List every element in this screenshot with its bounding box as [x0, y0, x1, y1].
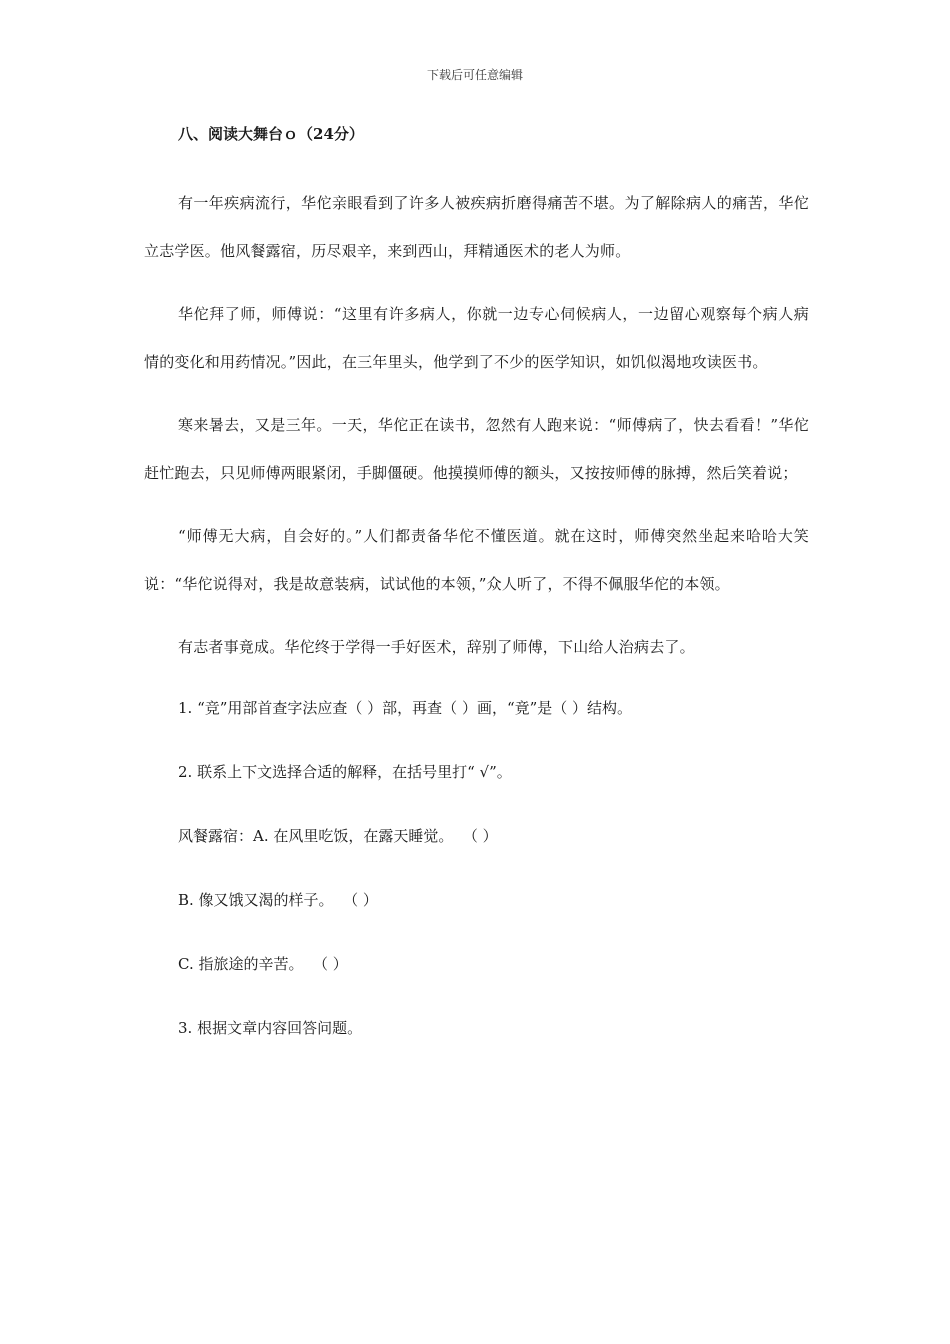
header-note: 下载后可任意编辑 — [426, 68, 523, 82]
question-2-option-b: B. 像又饿又渴的样子。 （ ） — [178, 890, 378, 909]
question-2-option-c: C. 指旅途的辛苦。 （ ） — [178, 954, 348, 973]
paragraph-1: 有一年疾病流行，华佗亲眼看到了许多人被疾病折磨得痛苦不堪。为了解除病人的痛苦，华佗立志学医。他风餐露宿，历尽艰辛，来到西山，拜精通医术的老人为师。 — [144, 194, 809, 260]
paragraph-4: “师傅无大病，自会好的。”人们都责备华佗不懂医道。就在这时，师傅突然坐起来哈哈大笑说：“华佗说得对，我是故意装病，试试他的本领，”众人听了，不得不佩服华佗的本领。 — [144, 527, 809, 593]
question-2-option-a: 风餐露宿：A. 在风里吃饭，在露天睡觉。 （ ） — [178, 826, 498, 845]
paragraph-3: 寒来暑去，又是三年。一天，华佗正在读书，忽然有人跑来说：“师傅病了，快去看看！”华佗赶忙跑去，只见师傅两眼紧闭，手脚僵硬。他摸摸师傅的额头，又按按师傅的脉搏，然后笑着说； — [144, 416, 809, 482]
paragraph-2: 华佗拜了师，师傅说：“这里有许多病人，你就一边专心伺候病人，一边留心观察每个病人病情的变化和用药情况。”因此，在三年里头，他学到了不少的医学知识，如饥似渴地攻读医书。 — [144, 305, 809, 371]
paragraph-5: 有志者事竟成。华佗终于学得一手好医术，辞别了师傅，下山给人治病去了。 — [178, 638, 695, 656]
document-content — [144, 122, 809, 1080]
section-title: 八、阅读大舞台ｏ（24分） — [178, 125, 364, 143]
question-1: 1. “竞”用部首查字法应查（ ）部，再查（ ）画，“竟”是（ ）结构。 — [178, 698, 633, 717]
question-2: 2. 联系上下文选择合适的解释，在括号里打“ √”。 — [178, 762, 512, 781]
question-3: 3. 根据文章内容回答问题。 — [178, 1018, 363, 1037]
